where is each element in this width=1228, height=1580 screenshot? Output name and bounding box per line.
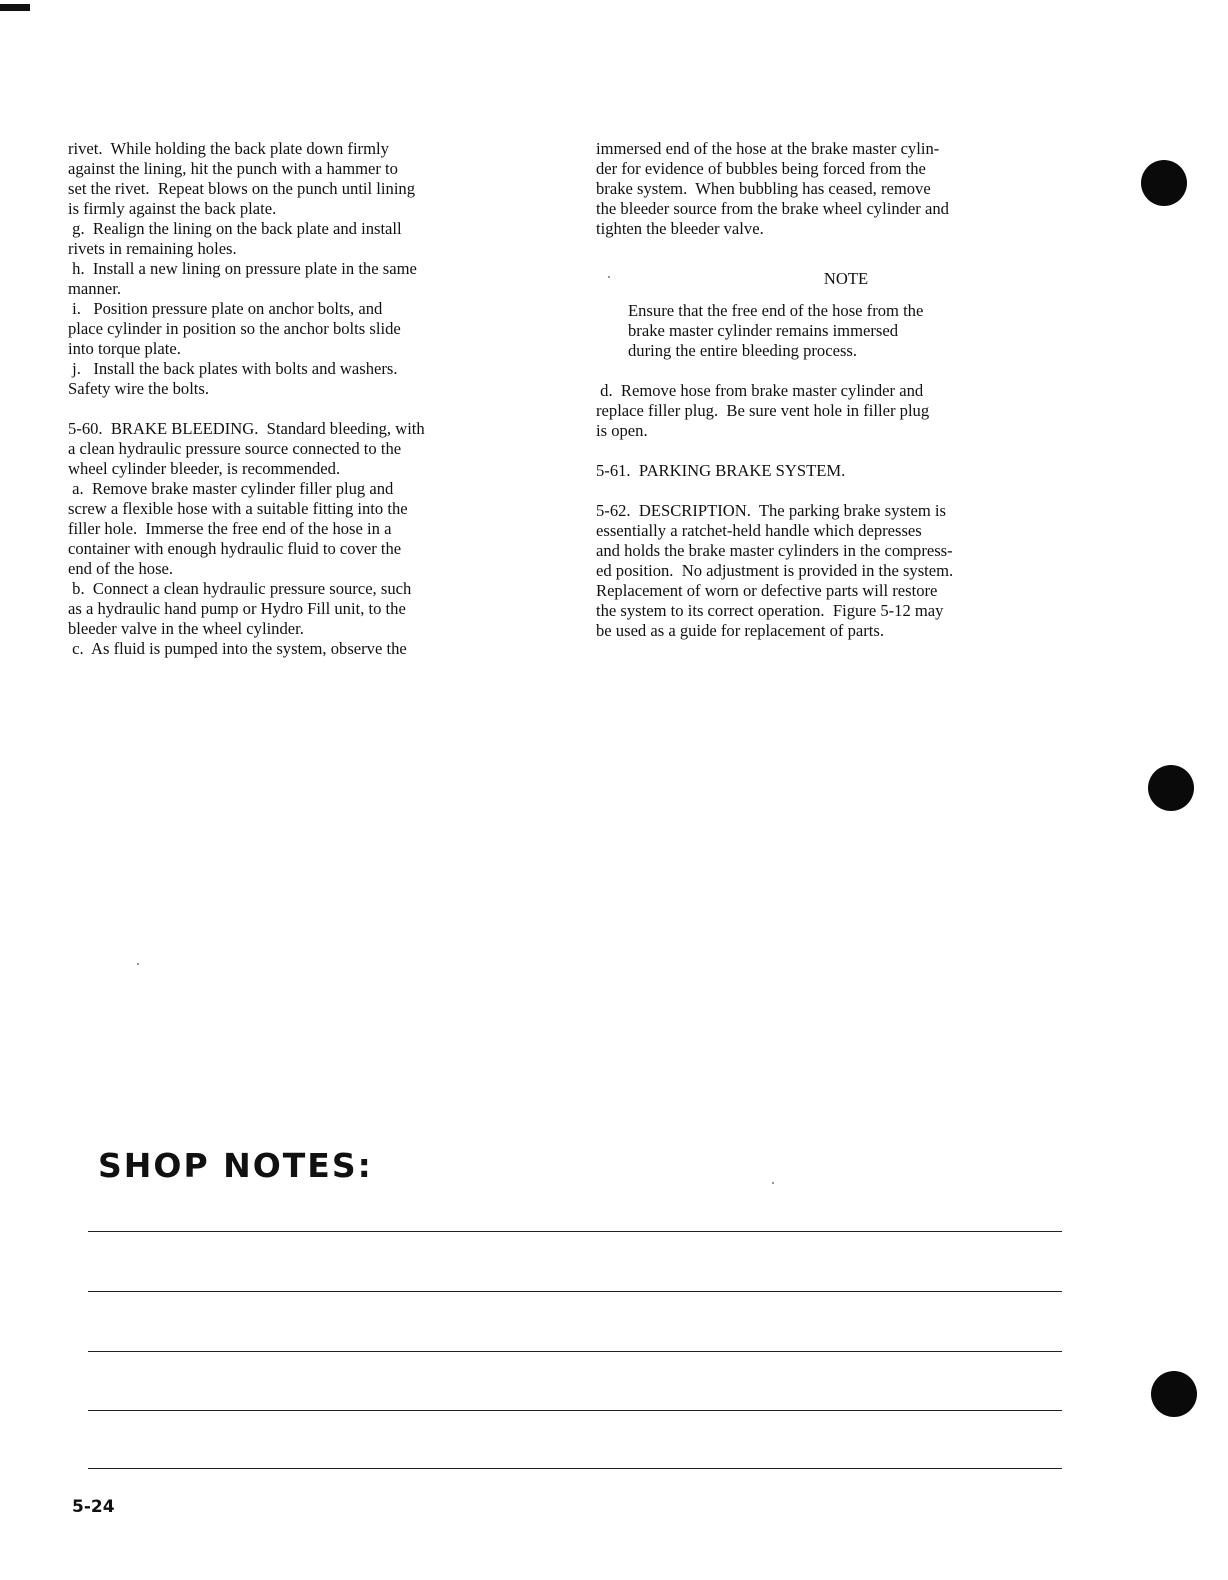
paragraph	[68, 579, 566, 639]
note-body	[628, 301, 1096, 361]
right-text-column	[596, 139, 1096, 641]
text-line: is open.	[596, 421, 648, 440]
text-line: rivets in remaining holes.	[68, 239, 237, 258]
text-line: immersed end of the hose at the brake master cylin-	[596, 139, 940, 158]
text-line: place cylinder in position so the anchor bolts slide	[68, 319, 401, 338]
text-line: against the lining, hit the punch with a hammer to	[68, 159, 398, 178]
paragraph	[68, 479, 566, 579]
text-line: i. Position pressure plate on anchor bolts, and	[68, 299, 383, 318]
shop-notes-title: SHOP NOTES:	[98, 1146, 373, 1185]
text-line: a clean hydraulic pressure source connected to the	[68, 439, 402, 458]
description-paragraph	[596, 501, 1096, 641]
paragraph	[68, 639, 566, 659]
text-line: container with enough hydraulic fluid to cover the	[68, 539, 402, 558]
text-line: c. As fluid is pumped into the system, observe the	[68, 639, 407, 658]
step-d	[596, 381, 1096, 441]
paragraph	[68, 219, 566, 259]
paragraph	[68, 259, 566, 299]
text-line: screw a flexible hose with a suitable fitting into the	[68, 499, 408, 518]
shop-note-line	[88, 1231, 1062, 1232]
text-line: Safety wire the bolts.	[68, 379, 210, 398]
text-line: replace filler plug. Be sure vent hole in filler plug	[596, 401, 930, 420]
text-line: bleeder valve in the wheel cylinder.	[68, 619, 304, 638]
text-line: g. Realign the lining on the back plate and install	[68, 219, 402, 238]
text-line: h. Install a new lining on pressure plate in the same	[68, 259, 417, 278]
text-line: and holds the brake master cylinders in the compress-	[596, 541, 953, 560]
paragraph	[68, 139, 566, 219]
note-line-text: Ensure that the free end of the hose from the	[628, 301, 924, 320]
text-line: into torque plate.	[68, 339, 181, 358]
text-line: tighten the bleeder valve.	[596, 219, 764, 238]
section-heading-parking-brake: 5-61. PARKING BRAKE SYSTEM.	[596, 461, 846, 480]
text-line: ed position. No adjustment is provided in the system.	[596, 561, 954, 580]
text-line: 5-60. BRAKE BLEEDING. Standard bleeding, with	[68, 419, 425, 438]
paragraph	[68, 299, 566, 359]
text-line: wheel cylinder bleeder, is recommended.	[68, 459, 341, 478]
note-line-text: brake master cylinder remains immersed	[628, 321, 899, 340]
shop-note-line	[88, 1410, 1062, 1411]
paragraph	[68, 419, 566, 479]
text-line: j. Install the back plates with bolts and washers.	[68, 359, 398, 378]
scan-speck	[772, 1182, 774, 1184]
text-line: essentially a ratchet-held handle which depresses	[596, 521, 922, 540]
page-number: 5-24	[72, 1497, 115, 1517]
paragraph	[68, 359, 566, 399]
text-line: 5-62. DESCRIPTION. The parking brake system is	[596, 501, 946, 520]
binder-hole	[1151, 1371, 1197, 1417]
shop-note-line	[88, 1351, 1062, 1352]
scan-speck	[137, 963, 139, 965]
scan-speck	[608, 276, 610, 278]
text-line: is firmly against the back plate.	[68, 199, 277, 218]
text-line: filler hole. Immerse the free end of the hose in a	[68, 519, 392, 538]
bleeding-continuation	[596, 139, 1096, 239]
text-line: set the rivet. Repeat blows on the punch until lining	[68, 179, 416, 198]
text-line: Replacement of worn or defective parts will restore	[596, 581, 938, 600]
text-line: brake system. When bubbling has ceased, remove	[596, 179, 931, 198]
binder-hole	[1148, 765, 1194, 811]
text-line: der for evidence of bubbles being forced from the	[596, 159, 926, 178]
text-line: end of the hose.	[68, 559, 174, 578]
binder-hole	[1141, 160, 1187, 206]
shop-note-line	[88, 1468, 1062, 1469]
text-line: the bleeder source from the brake wheel cylinder and	[596, 199, 949, 218]
shop-note-line	[88, 1291, 1062, 1292]
note-line-text: during the entire bleeding process.	[628, 341, 858, 360]
text-line: as a hydraulic hand pump or Hydro Fill unit, to the	[68, 599, 406, 618]
text-line: the system to its correct operation. Figure 5-12 may	[596, 601, 944, 620]
text-line: manner.	[68, 279, 121, 298]
text-line: be used as a guide for replacement of parts.	[596, 621, 884, 640]
text-line: rivet. While holding the back plate down firmly	[68, 139, 389, 158]
corner-registration-mark	[0, 4, 30, 11]
text-line: a. Remove brake master cylinder filler plug and	[68, 479, 394, 498]
note-title: NOTE	[823, 269, 869, 288]
text-line: d. Remove hose from brake master cylinder and	[596, 381, 924, 400]
left-text-column	[68, 139, 566, 659]
text-line: b. Connect a clean hydraulic pressure source, such	[68, 579, 412, 598]
